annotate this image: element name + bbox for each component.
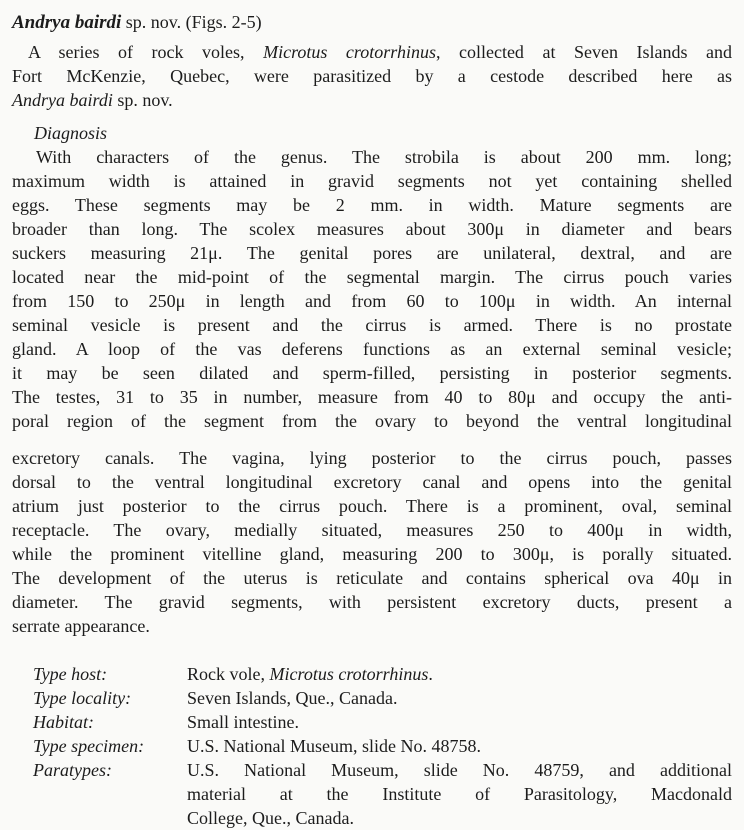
text-line <box>12 337 732 361</box>
text-segment: eggs. These segments may be 2 mm. in width. Mature segments are <box>12 195 732 215</box>
diagnosis-heading: Diagnosis <box>34 123 108 143</box>
text-line <box>12 64 732 88</box>
diagnosis-paragraph-2 <box>12 446 732 638</box>
text-line <box>12 88 732 112</box>
table-row <box>33 734 732 758</box>
text-line <box>12 241 732 265</box>
text-segment: The development of the uterus is reticulate and contains spherical ova 40μ in <box>12 568 732 588</box>
text-line <box>12 409 732 433</box>
row-value <box>187 710 732 734</box>
text-line <box>12 289 732 313</box>
text-segment: dorsal to the ventral longitudinal excretory canal and opens into the genital <box>12 472 732 492</box>
text-segment: poral region of the segment from the ovary to beyond the ventral longitudinal <box>12 411 732 431</box>
row-label: Type host: <box>33 664 108 684</box>
text-line <box>12 385 732 409</box>
text-segment: Rock vole, <box>187 664 270 684</box>
text-line <box>187 782 732 806</box>
text-segment: College, Que., Canada. <box>187 808 354 828</box>
type-data-table <box>33 662 732 830</box>
text-segment: suckers measuring 21μ. The genital pores are unilateral, dextral, and are <box>12 243 732 263</box>
text-segment: maximum width is attained in gravid segments not yet containing shelled <box>12 171 732 191</box>
row-label: Type locality: <box>33 688 132 708</box>
text-segment: receptacle. The ovary, medially situated, measures 250 to 400μ in width, <box>12 520 732 540</box>
text-segment: With characters of the genus. The strobila is about 200 mm. long; <box>36 147 732 167</box>
species-title <box>12 10 732 35</box>
text-segment: located near the mid-point of the segmental margin. The cirrus pouch varies <box>12 267 732 287</box>
text-segment: excretory canals. The vagina, lying posterior to the cirrus pouch, passes <box>12 448 732 468</box>
text-line <box>187 758 732 782</box>
text-line <box>187 686 732 710</box>
text-line <box>12 494 732 518</box>
text-segment: Small intestine. <box>187 712 299 732</box>
text-segment: sp. nov. <box>112 90 173 110</box>
text-segment: , collected at Seven Islands and <box>435 42 732 62</box>
text-line <box>12 566 732 590</box>
text-segment: The testes, 31 to 35 in number, measure from 40 to 80μ and occupy the anti- <box>12 387 732 407</box>
row-label: Habitat: <box>33 712 94 732</box>
text-segment: serrate appearance. <box>12 616 150 636</box>
row-label: Type specimen: <box>33 736 145 756</box>
text-line <box>12 169 732 193</box>
text-line <box>187 710 732 734</box>
text-line <box>12 590 732 614</box>
text-line <box>12 10 732 35</box>
text-segment: atrium just posterior to the cirrus pouch. There is a prominent, oval, seminal <box>12 496 732 516</box>
text-segment: Andrya bairdi <box>12 12 122 33</box>
text-line <box>187 662 732 686</box>
table-row <box>33 662 732 686</box>
text-segment: . <box>428 664 433 684</box>
text-segment: sp. nov. (Figs. 2-5) <box>121 12 262 32</box>
row-value <box>187 662 732 686</box>
table-row <box>33 686 732 710</box>
text-segment: A series of rock voles, <box>28 42 264 62</box>
text-line <box>12 313 732 337</box>
diagnosis-paragraph-1 <box>12 145 732 433</box>
table-row <box>33 710 732 734</box>
row-value <box>187 734 732 758</box>
intro-paragraph <box>12 40 732 112</box>
table-row <box>33 758 732 830</box>
text-segment: Microtus crotorrhinus <box>269 664 429 684</box>
text-line <box>12 145 732 169</box>
text-segment: it may be seen dilated and sperm-filled, persisting in posterior segments. <box>12 363 732 383</box>
row-value <box>187 758 732 830</box>
text-line <box>187 806 732 830</box>
text-segment: seminal vesicle is present and the cirrus is armed. There is no prostate <box>12 315 732 335</box>
text-line <box>12 40 732 64</box>
text-line <box>12 217 732 241</box>
text-segment: Seven Islands, Que., Canada. <box>187 688 398 708</box>
text-line <box>12 614 732 638</box>
text-line <box>12 518 732 542</box>
text-line <box>187 734 732 758</box>
text-segment: gland. A loop of the vas deferens functions as an external seminal vesicle; <box>12 339 732 359</box>
text-segment: Fort McKenzie, Quebec, were parasitized by a cestode described here as <box>12 66 732 86</box>
text-line <box>12 265 732 289</box>
text-segment: from 150 to 250μ in length and from 60 to 100μ in width. An internal <box>12 291 732 311</box>
text-line <box>12 542 732 566</box>
row-value <box>187 686 732 710</box>
text-segment: U.S. National Museum, slide No. 48759, and additional <box>187 760 732 780</box>
text-segment: while the prominent vitelline gland, measuring 200 to 300μ, is porally situated. <box>12 544 732 564</box>
text-line <box>12 446 732 470</box>
text-line <box>12 470 732 494</box>
row-label: Paratypes: <box>33 760 112 780</box>
text-segment: Andrya bairdi <box>12 90 113 110</box>
text-segment: U.S. National Museum, slide No. 48758. <box>187 736 481 756</box>
text-segment: Microtus crotorrhinus <box>263 42 436 62</box>
text-line <box>12 361 732 385</box>
text-segment: material at the Institute of Parasitology, Macdonald <box>187 784 732 804</box>
text-segment: diameter. The gravid segments, with persistent excretory ducts, present a <box>12 592 732 612</box>
text-segment: broader than long. The scolex measures about 300μ in diameter and bears <box>12 219 732 239</box>
text-line <box>12 193 732 217</box>
